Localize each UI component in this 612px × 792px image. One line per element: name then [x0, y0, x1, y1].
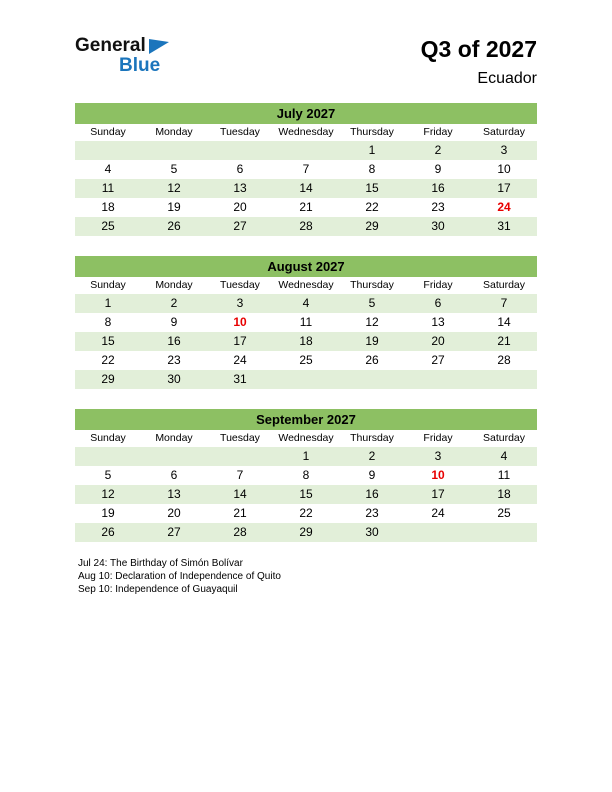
- month-title: August 2027: [75, 256, 537, 277]
- date-cell: 17: [233, 334, 247, 348]
- months-container: [75, 103, 537, 562]
- date-cell: 9: [434, 162, 442, 176]
- weekday-label: Tuesday: [220, 279, 260, 291]
- month-title: September 2027: [75, 409, 537, 430]
- week-row: [75, 217, 537, 236]
- date-cell: 21: [299, 200, 313, 214]
- date-cell: 12: [365, 315, 379, 329]
- date-cell: 12: [167, 181, 181, 195]
- weeks-grid: [75, 141, 537, 236]
- holiday-note: Jul 24: The Birthday of Simón Bolívar: [78, 558, 243, 569]
- date-cell: 26: [365, 353, 379, 367]
- date-cell: 18: [299, 334, 313, 348]
- date-cell: 11: [497, 468, 511, 482]
- date-cell: 5: [368, 296, 376, 310]
- weekday-label: Saturday: [482, 432, 526, 444]
- week-row: [75, 179, 537, 198]
- date-cell: 6: [236, 162, 244, 176]
- date-cell: 4: [500, 449, 508, 463]
- date-cell: 23: [167, 353, 181, 367]
- date-cell: 22: [365, 200, 379, 214]
- week-row: [75, 294, 537, 313]
- date-cell: 16: [365, 487, 379, 501]
- weekday-label: Wednesday: [278, 126, 334, 138]
- date-cell: 9: [170, 315, 178, 329]
- holiday-date-cell: 10: [431, 468, 445, 482]
- date-cell: 26: [167, 219, 181, 233]
- date-cell: 1: [104, 296, 112, 310]
- date-cell: 13: [233, 181, 247, 195]
- date-cell: 14: [233, 487, 247, 501]
- date-cell: 2: [170, 296, 178, 310]
- page-header: [75, 36, 537, 88]
- date-cell: 2: [368, 449, 376, 463]
- date-cell: 22: [101, 353, 115, 367]
- date-cell: 12: [101, 487, 115, 501]
- date-cell: 19: [365, 334, 379, 348]
- empty-cell: [471, 523, 537, 542]
- date-cell: 8: [368, 162, 376, 176]
- date-cell: 27: [233, 219, 247, 233]
- month-calendar: [75, 409, 537, 542]
- weekday-header-row: [75, 124, 537, 141]
- date-cell: 21: [497, 334, 511, 348]
- date-cell: 26: [101, 525, 115, 539]
- date-cell: 3: [236, 296, 244, 310]
- month-calendar: [75, 256, 537, 389]
- empty-cell: [75, 141, 141, 160]
- date-cell: 23: [431, 200, 445, 214]
- weeks-grid: [75, 447, 537, 542]
- date-cell: 7: [236, 468, 244, 482]
- week-row: [75, 447, 537, 466]
- date-cell: 4: [104, 162, 112, 176]
- week-row: [75, 485, 537, 504]
- holiday-date-cell: 10: [233, 315, 247, 329]
- date-cell: 20: [167, 506, 181, 520]
- country-subtitle: Ecuador: [477, 70, 537, 87]
- weekday-label: Monday: [155, 279, 193, 291]
- empty-cell: [273, 370, 339, 389]
- weekday-label: Sunday: [90, 279, 126, 291]
- date-cell: 4: [302, 296, 310, 310]
- holiday-note: Sep 10: Independence of Guayaquil: [78, 584, 238, 595]
- week-row: [75, 466, 537, 485]
- week-row: [75, 523, 537, 542]
- date-cell: 5: [104, 468, 112, 482]
- week-row: [75, 313, 537, 332]
- date-cell: 19: [101, 506, 115, 520]
- date-cell: 18: [497, 487, 511, 501]
- date-cell: 6: [170, 468, 178, 482]
- date-cell: 30: [167, 372, 181, 386]
- weekday-label: Saturday: [482, 279, 526, 291]
- date-cell: 27: [167, 525, 181, 539]
- weekday-label: Wednesday: [278, 279, 334, 291]
- date-cell: 19: [167, 200, 181, 214]
- week-row: [75, 332, 537, 351]
- date-cell: 3: [500, 143, 508, 157]
- date-cell: 27: [431, 353, 445, 367]
- weekday-label: Friday: [423, 279, 453, 291]
- logo-pennant-icon: [149, 39, 169, 54]
- date-cell: 8: [104, 315, 112, 329]
- date-cell: 29: [101, 372, 115, 386]
- date-cell: 16: [167, 334, 181, 348]
- empty-cell: [405, 523, 471, 542]
- date-cell: 15: [299, 487, 313, 501]
- date-cell: 20: [233, 200, 247, 214]
- date-cell: 29: [365, 219, 379, 233]
- date-cell: 14: [497, 315, 511, 329]
- weekday-label: Wednesday: [278, 432, 334, 444]
- date-cell: 20: [431, 334, 445, 348]
- date-cell: 14: [299, 181, 313, 195]
- date-cell: 25: [299, 353, 313, 367]
- date-cell: 17: [497, 181, 511, 195]
- date-cell: 28: [233, 525, 247, 539]
- empty-cell: [207, 447, 273, 466]
- date-cell: 30: [431, 219, 445, 233]
- weekday-label: Thursday: [350, 126, 394, 138]
- empty-cell: [141, 447, 207, 466]
- empty-cell: [339, 370, 405, 389]
- empty-cell: [405, 370, 471, 389]
- date-cell: 22: [299, 506, 313, 520]
- date-cell: 10: [497, 162, 511, 176]
- empty-cell: [471, 370, 537, 389]
- week-row: [75, 160, 537, 179]
- date-cell: 17: [431, 487, 445, 501]
- date-cell: 7: [302, 162, 310, 176]
- date-cell: 25: [101, 219, 115, 233]
- date-cell: 2: [434, 143, 442, 157]
- weekday-header-row: [75, 277, 537, 294]
- weekday-label: Friday: [423, 126, 453, 138]
- date-cell: 24: [233, 353, 247, 367]
- general-blue-logo: [75, 36, 169, 75]
- date-cell: 13: [167, 487, 181, 501]
- week-row: [75, 198, 537, 217]
- week-row: [75, 141, 537, 160]
- logo-text-blue: Blue: [119, 55, 161, 76]
- date-cell: 18: [101, 200, 115, 214]
- date-cell: 28: [299, 219, 313, 233]
- month-calendar: [75, 103, 537, 236]
- week-row: [75, 370, 537, 389]
- weeks-grid: [75, 294, 537, 389]
- date-cell: 31: [497, 219, 511, 233]
- month-title: July 2027: [75, 103, 537, 124]
- date-cell: 15: [101, 334, 115, 348]
- logo-text-general: General: [75, 35, 146, 56]
- week-row: [75, 351, 537, 370]
- weekday-label: Monday: [155, 126, 193, 138]
- date-cell: 5: [170, 162, 178, 176]
- holiday-notes: [78, 557, 537, 596]
- date-cell: 3: [434, 449, 442, 463]
- date-cell: 6: [434, 296, 442, 310]
- weekday-label: Saturday: [482, 126, 526, 138]
- date-cell: 31: [233, 372, 247, 386]
- date-cell: 25: [497, 506, 511, 520]
- date-cell: 1: [368, 143, 376, 157]
- date-cell: 11: [101, 181, 115, 195]
- date-cell: 23: [365, 506, 379, 520]
- date-cell: 29: [299, 525, 313, 539]
- empty-cell: [141, 141, 207, 160]
- weekday-label: Friday: [423, 432, 453, 444]
- holiday-note: Aug 10: Declaration of Independence of Quito: [78, 571, 281, 582]
- date-cell: 9: [368, 468, 376, 482]
- date-cell: 24: [431, 506, 445, 520]
- title-block: [421, 36, 537, 88]
- date-cell: 1: [302, 449, 310, 463]
- date-cell: 21: [233, 506, 247, 520]
- date-cell: 13: [431, 315, 445, 329]
- empty-cell: [207, 141, 273, 160]
- weekday-label: Sunday: [90, 432, 126, 444]
- weekday-header-row: [75, 430, 537, 447]
- date-cell: 30: [365, 525, 379, 539]
- week-row: [75, 504, 537, 523]
- date-cell: 28: [497, 353, 511, 367]
- empty-cell: [75, 447, 141, 466]
- weekday-label: Tuesday: [220, 432, 260, 444]
- weekday-label: Thursday: [350, 432, 394, 444]
- weekday-label: Monday: [155, 432, 193, 444]
- date-cell: 11: [299, 315, 313, 329]
- date-cell: 7: [500, 296, 508, 310]
- weekday-label: Tuesday: [220, 126, 260, 138]
- date-cell: 15: [365, 181, 379, 195]
- weekday-label: Thursday: [350, 279, 394, 291]
- date-cell: 16: [431, 181, 445, 195]
- quarter-title: Q3 of 2027: [420, 36, 537, 62]
- weekday-label: Sunday: [90, 126, 126, 138]
- date-cell: 8: [302, 468, 310, 482]
- empty-cell: [273, 141, 339, 160]
- holiday-date-cell: 24: [497, 200, 511, 214]
